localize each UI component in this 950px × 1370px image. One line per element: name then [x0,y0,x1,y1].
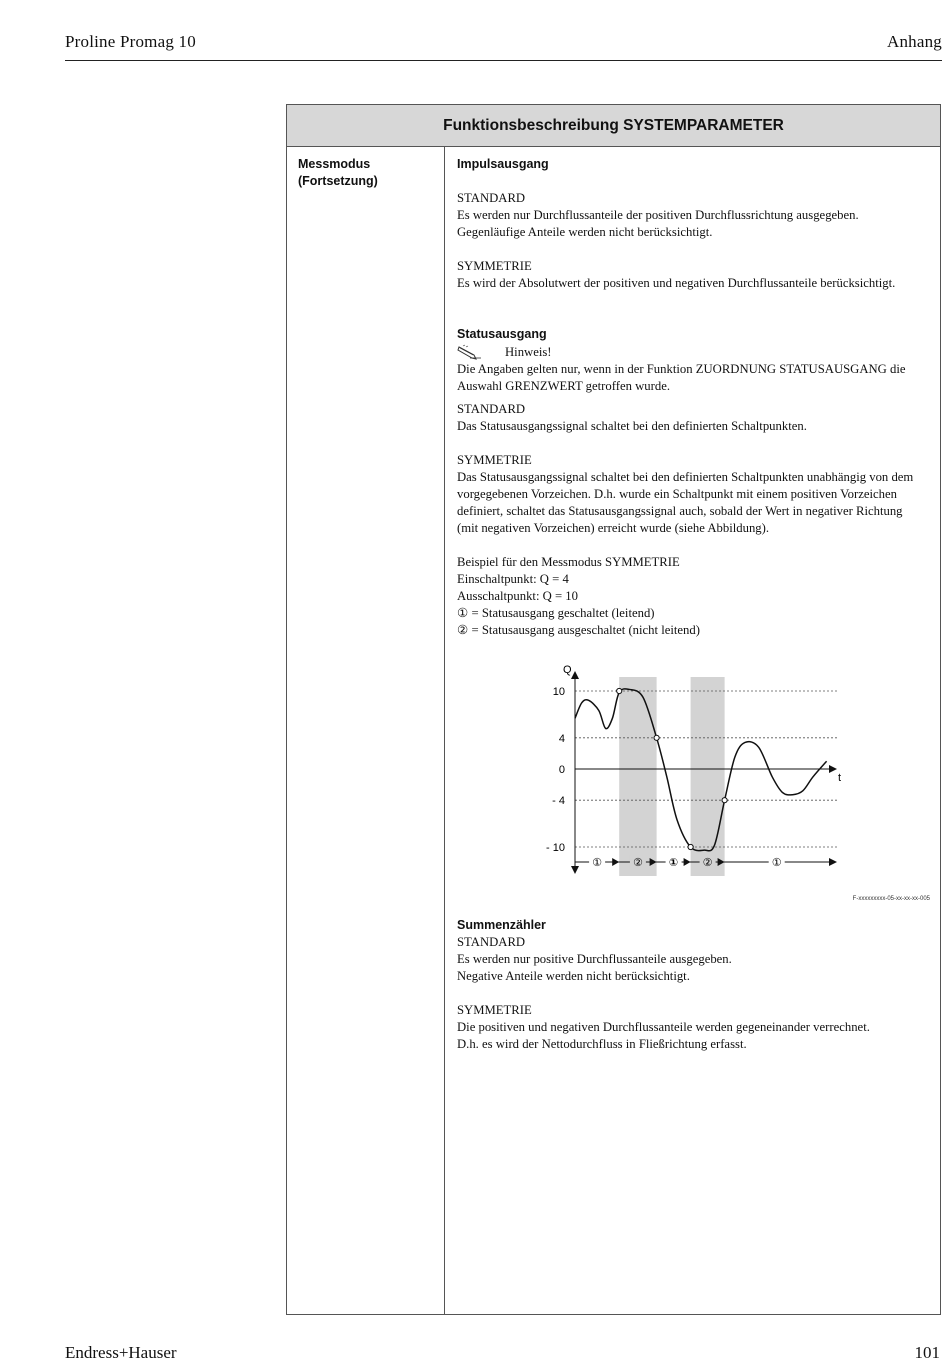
table-title: Funktionsbeschreibung SYSTEMPARAMETER [287,105,940,147]
switch-point [654,735,659,740]
summen-symmetrie-text: Die positiven und negativen Durchflussanteile werden gegeneinander verrechnet. [457,1020,870,1034]
y-axis-arrow-up [571,671,579,679]
symmetry-figure [457,649,934,911]
footer-page-number: 101 [914,1343,940,1362]
example-text: ① = Statusausgang geschaltet (leitend) [457,606,655,620]
impuls-standard-label: STANDARD [457,191,526,205]
section-title-summenzaehler: Summenzähler [457,918,546,932]
switch-point [688,844,693,849]
section-title-statusausgang: Statusausgang [457,327,547,341]
symmetry-chart [457,649,927,889]
switch-point [617,688,622,693]
y-tick-label: 10 [552,686,565,698]
figure-id: F-xxxxxxxxx-05-xx-xx-xx-005 [852,896,930,902]
state-marker: ① [668,856,679,869]
left-label-messmodus: Messmodus [298,157,371,171]
impuls-symmetrie-label: SYMMETRIE [457,259,532,273]
summen-standard-label: STANDARD [457,935,526,949]
note-text: Auswahl GRENZWERT getroffen wurde. [457,379,670,393]
summen-symmetrie-label: SYMMETRIE [457,1003,532,1017]
y-axis-label: Q [563,664,572,676]
y-tick-label: 0 [558,764,565,776]
state-marker: ① [592,856,603,869]
summen-standard-text: Es werden nur positive Durchflussanteile ausgegeben. [457,952,732,966]
impuls-symmetrie-text: Es wird der Absolutwert der positiven und negativen Durchflussanteile berücksichtigt. [457,276,896,290]
example-text: ② = Statusausgang ausgeschaltet (nicht leitend) [457,623,700,637]
state-marker: ② [702,856,713,869]
status-standard-label: STANDARD [457,402,526,416]
x-axis-label: t [838,772,842,784]
off-band [619,677,656,876]
y-tick-label: - 4 [552,795,565,808]
note-label: Hinweis! [505,344,552,359]
impuls-standard-text: Es werden nur Durchflussanteile der positiven Durchflussrichtung ausgegeben. [457,208,859,222]
x-axis-arrow [829,765,837,773]
impuls-standard-text: Gegenläufige Anteile werden nicht berücksichtigt. [457,225,713,239]
state-marker: ② [632,856,643,869]
status-symmetrie-label: SYMMETRIE [457,453,532,467]
note-text: Die Angaben gelten nur, wenn in der Funktion ZUORDNUNG STATUSAUSGANG die [457,362,906,376]
example-text: Ausschaltpunkt: Q = 10 [457,589,578,603]
state-row-arrow [829,858,837,866]
footer-company: Endress+Hauser [65,1343,177,1362]
summen-standard-text: Negative Anteile werden nicht berücksichtigt. [457,969,690,983]
table-right-column [445,147,940,1314]
table-left-column [287,147,445,1314]
note-row [457,343,934,361]
status-symmetrie-text: vorgegebenen Vorzeichen. D.h. wurde ein Schaltpunkt mit einem positiven Vorzeichen [457,487,897,501]
y-tick-label: 4 [558,732,565,745]
header-rule [65,60,942,61]
function-description-table [286,104,941,1315]
switch-point [722,798,727,803]
state-marker: ① [771,856,782,869]
section-title-impulsausgang: Impulsausgang [457,157,549,171]
state-row-arrowhead [612,858,619,866]
status-symmetrie-text: Das Statusausgangssignal schaltet bei den definierten Schaltpunkten unabhängig von dem [457,470,914,484]
y-tick-label: - 10 [546,842,565,854]
status-symmetrie-text: definiert, schaltet das Statusausgangssignal auch, sobald der Wert in negativer Richtung [457,504,903,518]
header-section-name: Anhang [886,32,942,51]
y-axis-arrow-down [571,866,579,874]
example-text: Einschaltpunkt: Q = 4 [457,572,569,586]
off-band [691,677,725,876]
summen-symmetrie-text: D.h. es wird der Nettodurchfluss in Fließrichtung erfasst. [457,1037,747,1051]
pencil-note-icon [457,344,483,360]
status-symmetrie-text: (mit negativen Vorzeichen) erreicht wurde (siehe Abbildung). [457,521,770,535]
status-standard-text: Das Statusausgangssignal schaltet bei den definierten Schaltpunkten. [457,419,807,433]
header-product-name: Proline Promag 10 [65,32,196,51]
state-row-arrowhead [684,858,691,866]
example-text: Beispiel für den Messmodus SYMMETRIE [457,555,680,569]
left-label-fortsetzung: (Fortsetzung) [298,174,378,188]
